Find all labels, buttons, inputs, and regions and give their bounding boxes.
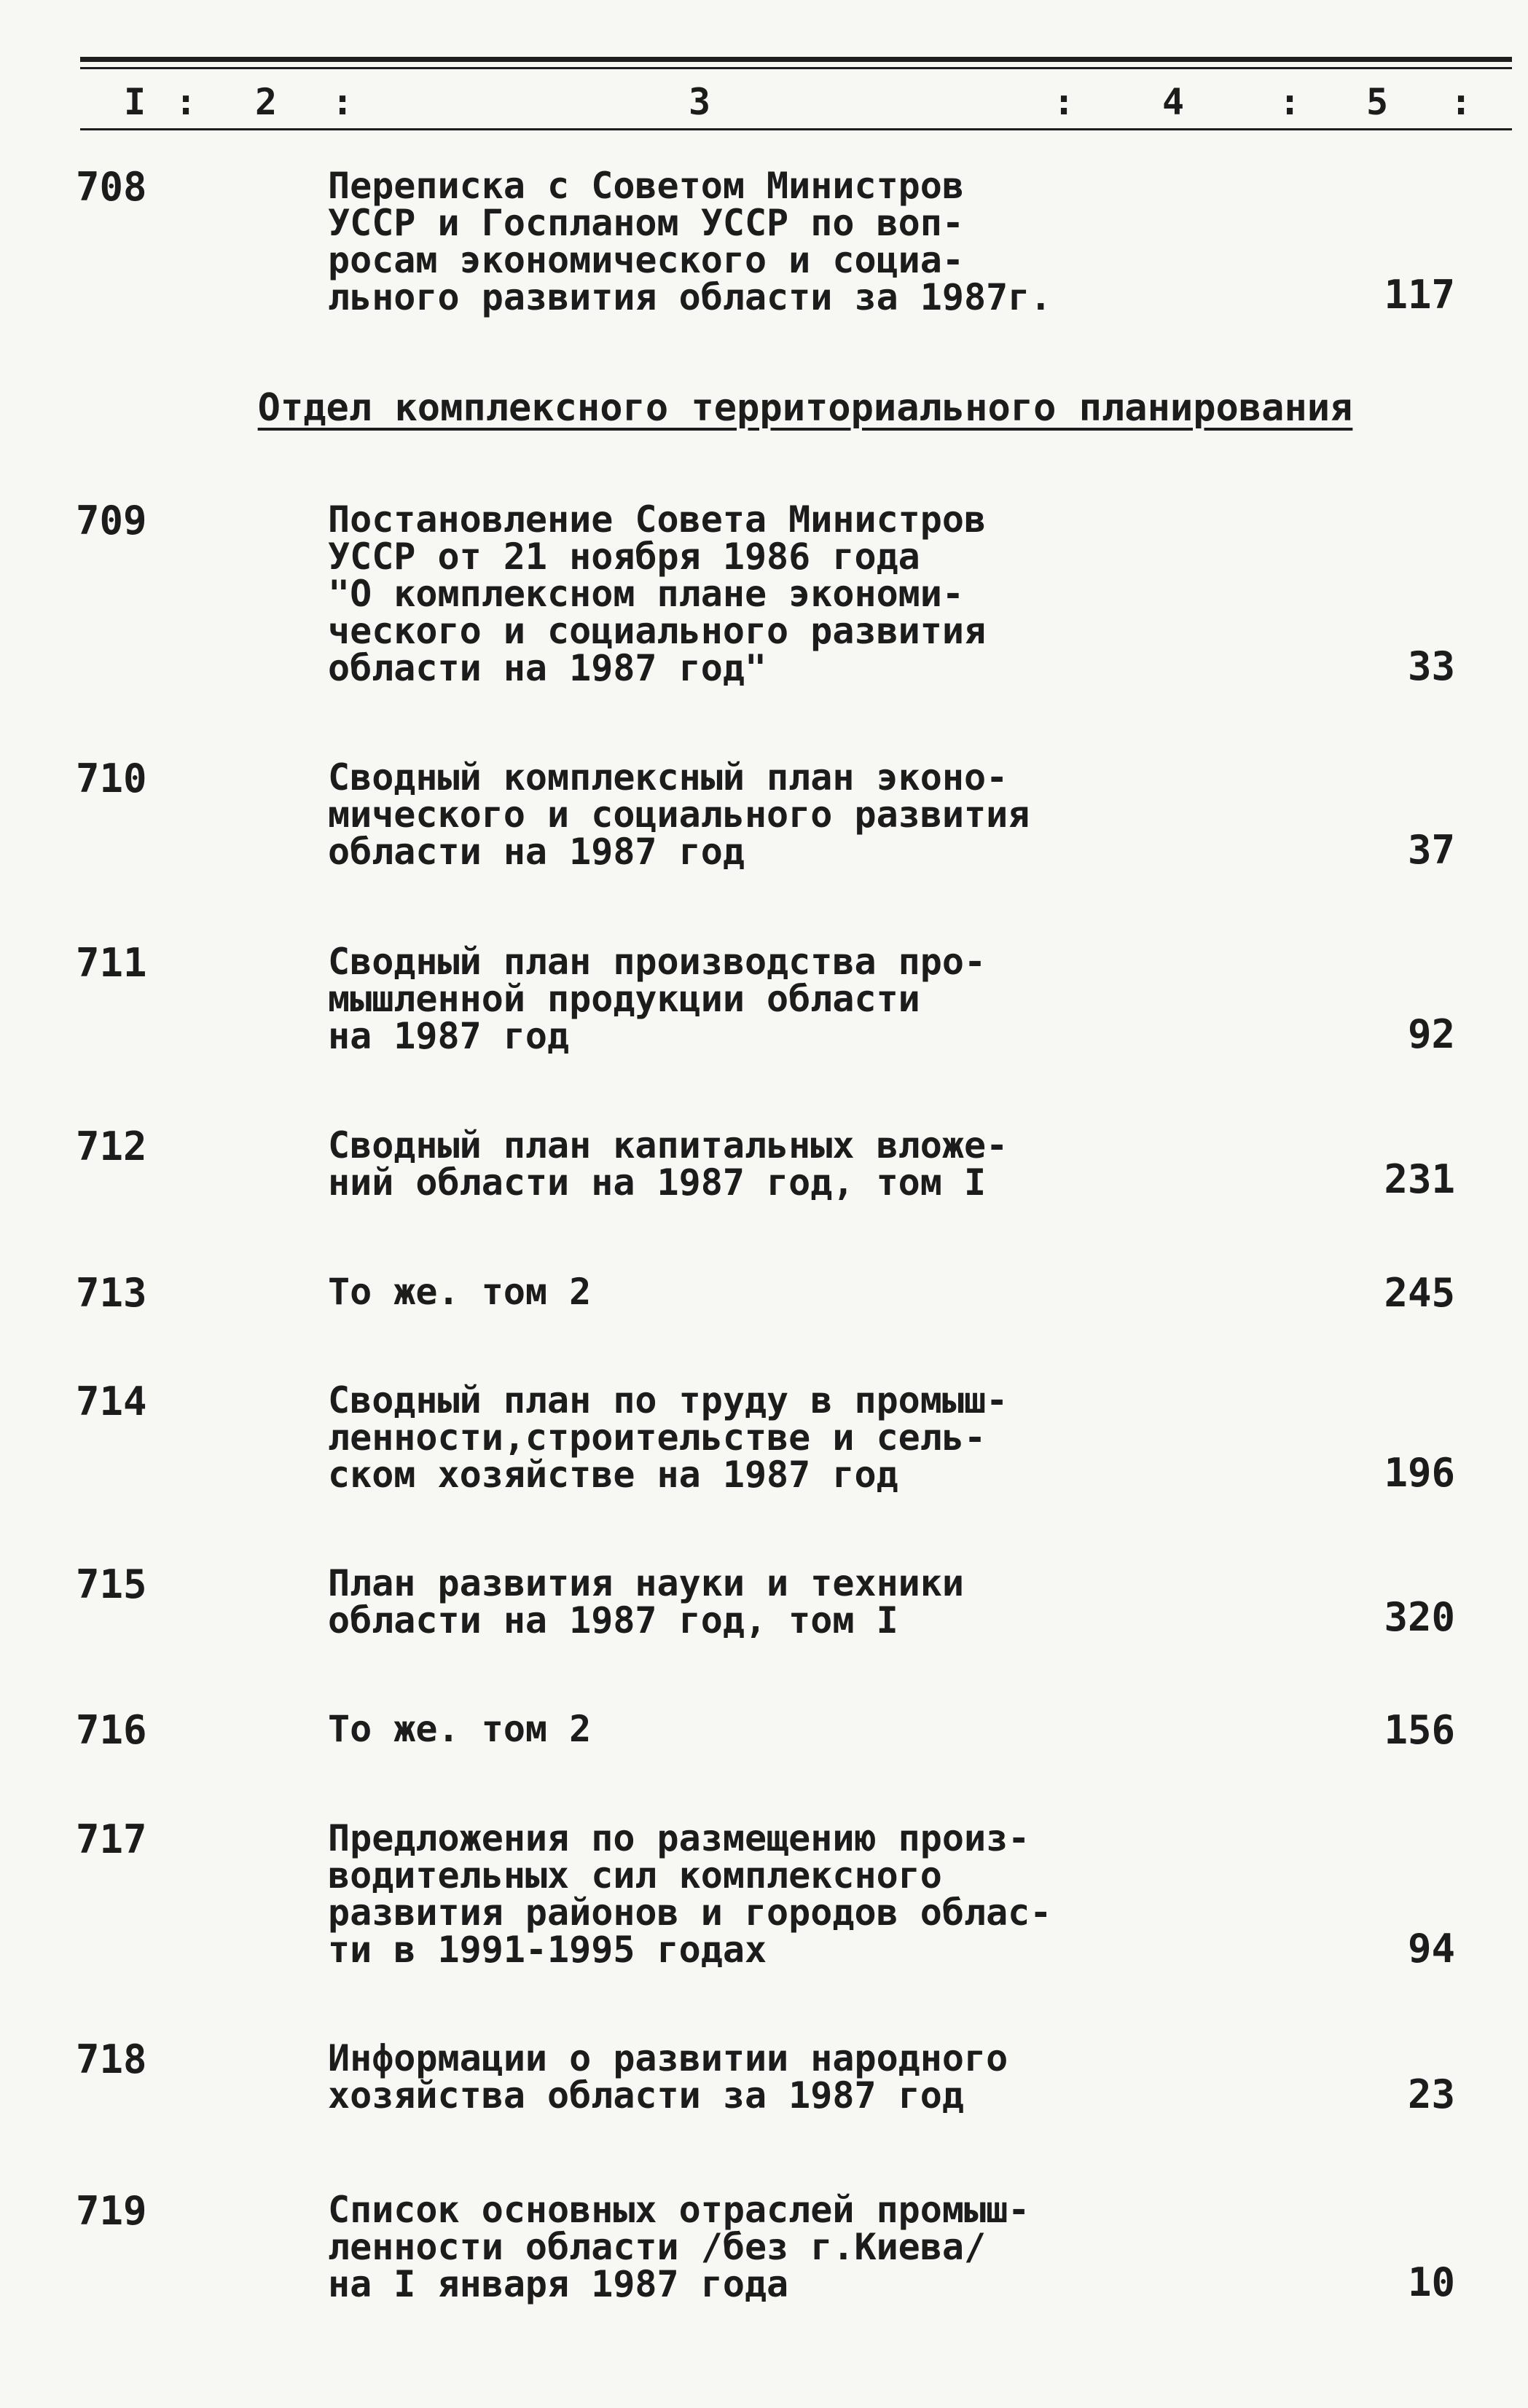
entry-title: То же. том 2	[328, 1708, 592, 1750]
column-header-2: 2	[255, 81, 278, 123]
column-separator: :	[1450, 81, 1473, 123]
column-separator: :	[332, 81, 354, 123]
column-header-3: 3	[689, 81, 711, 123]
entry-title: Предложения по размещению произ- водительных сил комплексного развития районов и городов облас- ти в 1991-1995 годах	[328, 1817, 1052, 1971]
column-separator: :	[175, 81, 197, 123]
top-double-rule	[80, 57, 1512, 62]
entry-title: Сводный план капитальных вложе- ний области на 1987 год, том I	[328, 1124, 1008, 1204]
entry-page-count: 196	[1384, 1450, 1455, 1496]
entry-title: Список основных отраслей промыш- ленности области /без г.Киева/ на I января 1987 года	[328, 2189, 1030, 2305]
entry-title: Постановление Совета Министров УССР от 21 ноября 1986 года "О комплексном плане экономи- ческого и социального развития области на 1987 год"	[328, 498, 987, 689]
entry-page-count: 33	[1407, 643, 1455, 689]
entry-title: Информации о развитии народного хозяйства области за 1987 год	[328, 2037, 1008, 2117]
entry-title: Сводный комплексный план эконо- мического и социального развития области на 1987 год	[328, 756, 1030, 873]
entry-number: 710	[76, 756, 147, 801]
entry-page-count: 156	[1384, 1707, 1455, 1753]
entry-page-count: 117	[1384, 272, 1455, 318]
entry-page-count: 92	[1407, 1011, 1455, 1057]
column-header-5: 5	[1366, 81, 1389, 123]
column-separator: :	[1279, 81, 1301, 123]
entry-number: 709	[76, 498, 147, 544]
section-heading: Отдел комплексного территориального планирования	[257, 386, 1353, 430]
entry-title: Переписка с Советом Министров УССР и Госпланом УССР по воп- росам экономического и социа- льного развития области за 1987г.	[328, 165, 1052, 318]
entry-page-count: 231	[1384, 1156, 1455, 1202]
entry-page-count: 10	[1407, 2259, 1455, 2305]
column-header-4: 4	[1162, 81, 1185, 123]
entry-number: 711	[76, 940, 147, 986]
entry-number: 716	[76, 1707, 147, 1753]
entry-number: 713	[76, 1270, 147, 1316]
entry-number: 718	[76, 2036, 147, 2082]
entry-page-count: 94	[1407, 1926, 1455, 1972]
column-header-1: I	[124, 81, 146, 123]
entry-number: 714	[76, 1378, 147, 1424]
entry-title: Сводный план производства про- мышленной продукции области на 1987 год	[328, 941, 987, 1057]
entry-number: 717	[76, 1816, 147, 1862]
entry-title: То же. том 2	[328, 1271, 592, 1313]
entry-number: 708	[76, 164, 147, 210]
entry-page-count: 23	[1407, 2071, 1455, 2117]
entry-page-count: 320	[1384, 1594, 1455, 1640]
entry-page-count: 37	[1407, 827, 1455, 873]
entry-number: 715	[76, 1561, 147, 1607]
top-double-rule-thin	[80, 67, 1512, 69]
entry-number: 712	[76, 1123, 147, 1169]
entry-title: Сводный план по труду в промыш- ленности,строительстве и сель- ском хозяйстве на 1987 год	[328, 1379, 1008, 1496]
entry-number: 719	[76, 2188, 147, 2234]
column-separator: :	[1053, 81, 1076, 123]
header-underline	[80, 128, 1512, 130]
entry-page-count: 245	[1384, 1270, 1455, 1316]
entry-title: План развития науки и техники области на 1987 год, том I	[328, 1562, 964, 1642]
